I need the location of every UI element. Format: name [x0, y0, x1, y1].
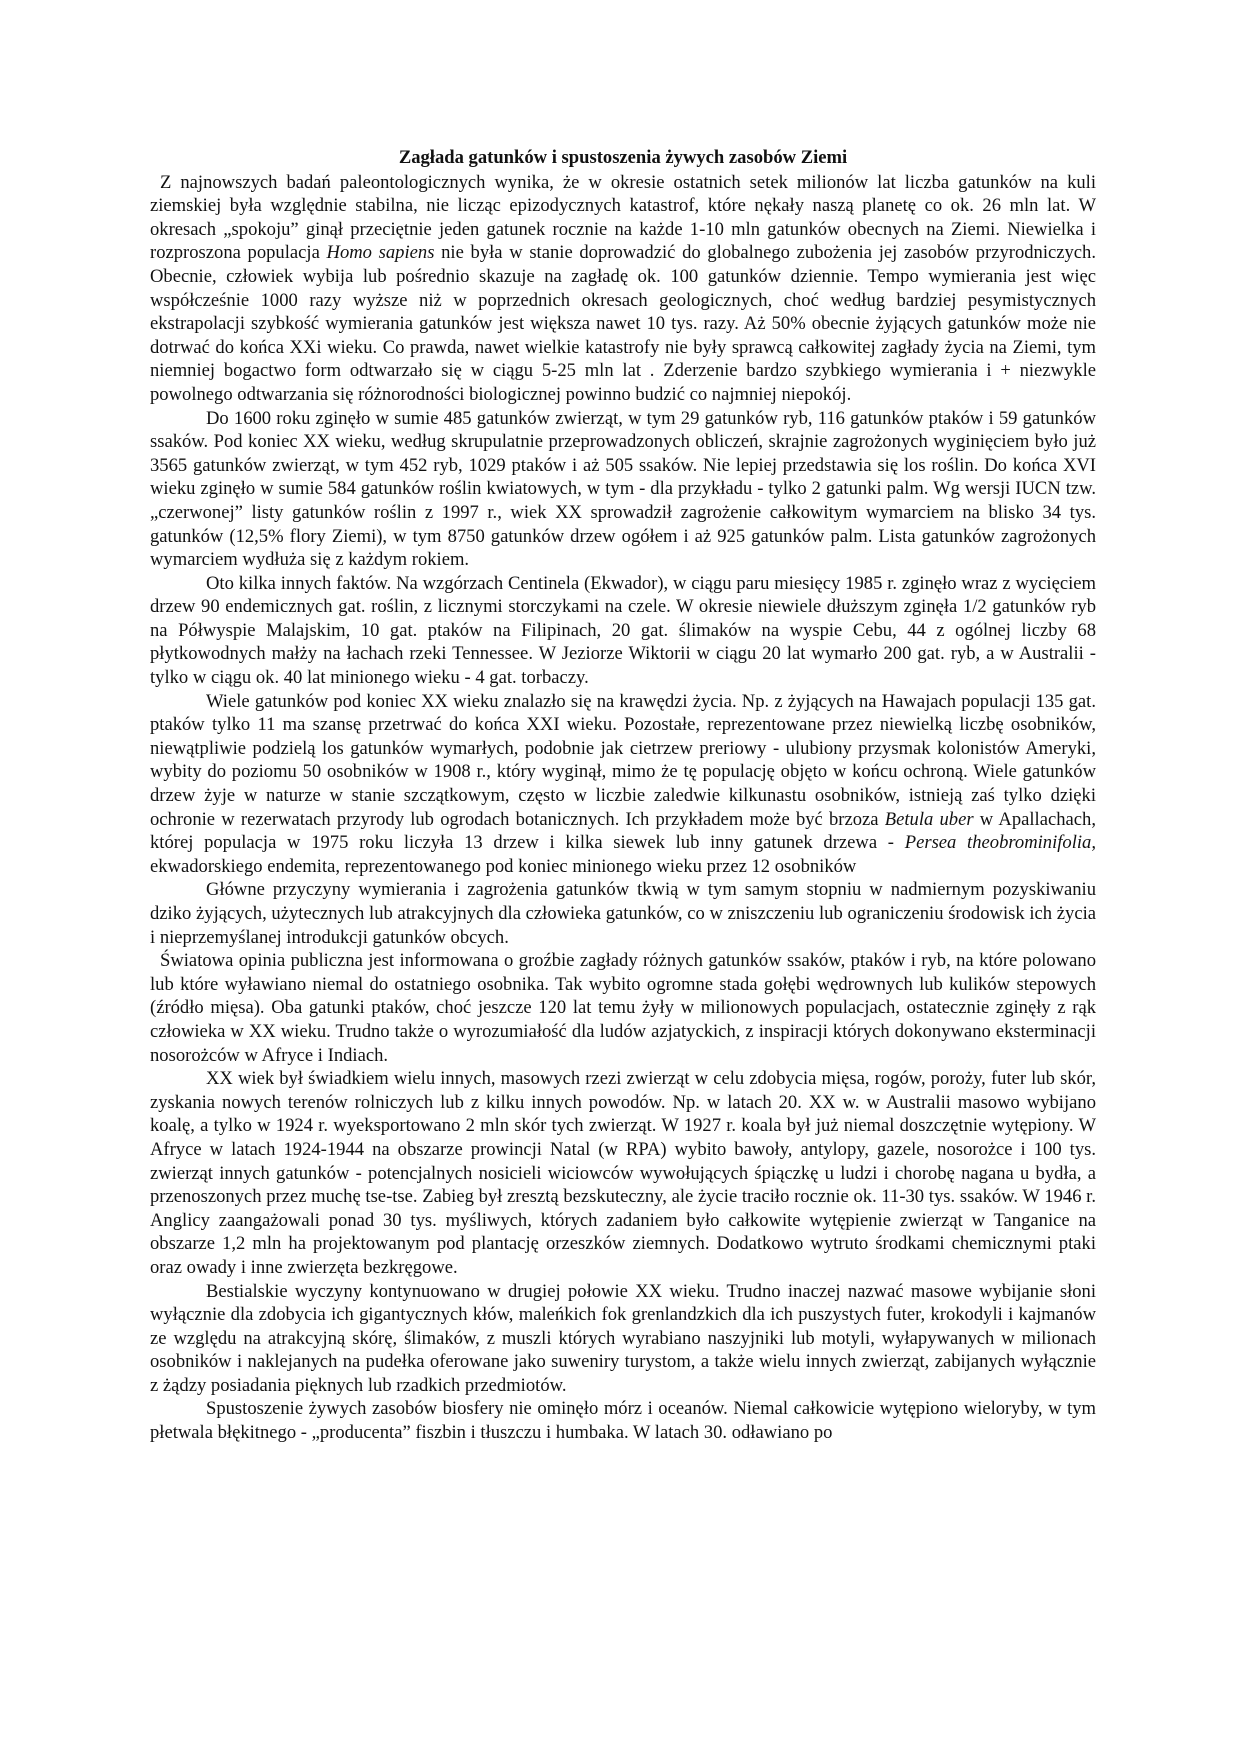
text-run: w Apallachach, której populacja w 1975 roku liczyła 13 drzew i kilka siewek lub inny gatunek drzewa - — [150, 808, 1096, 854]
document-page — [150, 146, 1096, 1445]
text-run: Bestialskie wyczyny kontynuowano w drugiej połowie XX wieku. Trudno inaczej nazwać masowe wybijanie słoni wyłącznie dla zdobycia ich gigantycznych kłów, maleńkich fok grenlandzkich dla ich puszystych futer, krokodyli i kajmanów ze względu na atrakcyjną skórę, ślimaków, z muszli których wyrabiano naszyjniki lub motyli, wyłapywanych w milionach osobników i naklejanych na pudełka oferowane jako suweniry turystom, a także wielu innych zwierząt, zabijanych wyłącznie z żądzy posiadania pięknych lub rzadkich przedmiotów. — [150, 1280, 1096, 1396]
italic-text-run: Homo sapiens — [326, 242, 435, 264]
text-run: Wiele gatunków pod koniec XX wieku znalazło się na krawędzi życia. Np. z żyjących na Hawajach populacji 135 gat. ptaków tylko 11 ma szansę przetrwać do końca XXI wieku. Pozostałe, reprezentowane przez niewielką liczbę osobników, niewątpliwie podzielą los gatunków wymarłych, podobnie jak cietrzew preriowy - ulubiony przysmak kolonistów Ameryki, wybity do poziomu 50 osobników w 1908 r., który wyginął, mimo że tę populację objęto w końcu ochroną. Wiele gatunków drzew żyje w naturze w stanie szczątkowym, często w liczbie zaledwie kilkunastu osobników, istnieją zaś tylko dzięki ochronie w rezerwatach przyrody lub ogrodach botanicznych. Ich przykładem może być brzoza — [150, 690, 1096, 830]
document-title: Zagłada gatunków i spustoszenia żywych zasobów Ziemi — [398, 147, 848, 168]
paragraph-2 — [150, 407, 1096, 572]
text-run: Z najnowszych badań paleontologicznych wynika, że w okresie ostatnich setek milionów lat liczba gatunków na kuli ziemskiej była względnie stabilna, nie licząc epizodycznych katastrof, które nękały naszą planetę co ok. 26 mln lat. W okresach „spokoju” ginął przeciętnie jeden gatunek rocznie na każde 1-10 mln gatunków obecnych na Ziemi. Niewielka i rozproszona populacja — [150, 171, 1096, 264]
paragraph-3 — [150, 572, 1096, 690]
text-run: ekwadorskiego endemita, reprezentowanego pod koniec minionego wieku przez 12 osobników — [150, 855, 857, 877]
italic-text-run: Betula uber — [884, 808, 974, 830]
paragraph-9 — [150, 1397, 1096, 1444]
paragraph-4 — [150, 690, 1096, 879]
text-run: XX wiek był świadkiem wielu innych, masowych rzezi zwierząt w celu zdobycia mięsa, rogów, poroży, futer lub skór, zyskania nowych terenów rolniczych lub z kilku innych powodów. Np. w latach 20. XX w. w Australii masowo wybijano koalę, a tylko w 1924 r. wyeksportowano 2 mln skór tych zwierząt. W 1927 r. koala był już niemal doszczętnie wytępiony. W Afryce w latach 1924-1944 na obszarze prowincji Natal (w RPA) wybito bawoły, antylopy, gazele, nosorożce i 100 tys. zwierząt innych gatunków - potencjalnych nosicieli wiciowców wywołujących śpiączkę u ludzi i chorobę nagana u bydła, a przenoszonych przez muchę tse-tse. Zabieg był zresztą bezskuteczny, ale życie traciło rocznie ok. 11-30 tys. ssaków. W 1946 r. Anglicy zaangażowali ponad 30 tys. myśliwych, których zadaniem było całkowite wytępienie zwierząt w Tanganice na obszarze 1,2 mln ha projektowanym pod plantację orzeszków ziemnych. Dodatkowo wytruto środkami chemicznymi ptaki oraz owady i inne zwierzęta bezkręgowe. — [150, 1068, 1096, 1278]
text-run: Do 1600 roku zginęło w sumie 485 gatunków zwierząt, w tym 29 gatunków ryb, 116 gatunków ptaków i 59 gatunków ssaków. Pod koniec XX wieku, według skrupulatnie przeprowadzonych obliczeń, skrajnie zagrożonych wyginięciem było już 3565 gatunków zwierząt, w tym 452 ryb, 1029 ptaków i aż 505 ssaków. Nie lepiej przedstawia się los roślin. Do końca XVI wieku zginęło w sumie 584 gatunków roślin kwiatowych, w tym - dla przykładu - tylko 2 gatunki palm. Wg wersji IUCN tzw. „czerwonej” listy gatunków roślin z 1997 r., wiek XX sprowadził zagrożenie całkowitym wymarciem na blisko 34 tys. gatunków (12,5% flory Ziemi), w tym 8750 gatunków drzew ogółem i aż 925 gatunków palm. Lista gatunków zagrożonych wymarciem wydłuża się z każdym rokiem. — [150, 407, 1096, 571]
paragraph-5 — [150, 878, 1096, 949]
text-run: Główne przyczyny wymierania i zagrożenia gatunków tkwią w tym samym stopniu w nadmiernym pozyskiwaniu dziko żyjących, użytecznych lub atrakcyjnych dla człowieka gatunków, co w zniszczeniu lub ograniczeniu środowisk ich życia i nieprzemyślanej introdukcji gatunków obcych. — [150, 879, 1096, 948]
italic-text-run: Persea theobrominifolia, — [904, 832, 1097, 854]
text-run: nie była w stanie doprowadzić do globalnego zubożenia jej zasobów przyrodniczych. Obecnie, człowiek wybija lub pośrednio skazuje na zagładę ok. 100 gatunków dziennie. Tempo wymierania jest więc współcześnie 1000 razy wyższe niż w poprzednich okresach geologicznych, choć według bardziej pesymistycznych ekstrapolacji szybkość wymierania gatunków jest większa nawet 10 tys. razy. Aż 50% obecnie żyjących gatunków może nie dotrwać do końca XXi wieku. Co prawda, nawet wielkie katastrofy nie były sprawcą całkowitej zagłady życia na Ziemi, tym niemniej bogactwo form odtwarzało się w ciągu 5-25 mln lat . Zderzenie bardzo szybkiego wymierania i + niezwykle powolnego odtwarzania się różnorodności biologicznej powinno budzić co najmniej niepokój. — [150, 242, 1097, 405]
paragraph-7 — [150, 1067, 1096, 1279]
text-run: Światowa opinia publiczna jest informowana o groźbie zagłady różnych gatunków ssaków, ptaków i ryb, na które polowano lub które wyławiano niemal do ostatniego osobnika. Tak wybito ogromne stada gołębi wędrownych lub kulików stepowych (źródło mięsa). Oba gatunki ptaków, choć jeszcze 120 lat temu żyły w milionowych populacjach, ostatecznie zginęły z rąk człowieka w XX wieku. Trudno także o wyrozumiałość dla ludów azjatyckich, z inspiracji których dokonywano eksterminacji nosorożców w Afryce i Indiach. — [150, 950, 1096, 1066]
text-run: Spustoszenie żywych zasobów biosfery nie ominęło mórz i oceanów. Niemal całkowicie wytępiono wieloryby, w tym płetwala błękitnego - „producenta” fiszbin i tłuszczu i humbaka. W latach 30. odławiano po — [150, 1398, 1096, 1444]
paragraph-1 — [150, 171, 1096, 407]
paragraph-8 — [150, 1280, 1096, 1398]
text-run: Oto kilka innych faktów. Na wzgórzach Centinela (Ekwador), w ciągu paru miesięcy 1985 r. zginęło wraz z wycięciem drzew 90 endemicznych gat. roślin, z licznymi storczykami na czele. W okresie niewiele dłuższym zginęła 1/2 gatunków ryb na Półwyspie Malajskim, 10 gat. ptaków na Filipinach, 20 gat. ślimaków na wyspie Cebu, 44 z ogólnej liczby 68 płytkowodnych małży na łachach rzeki Tennessee. W Jeziorze Wiktorii w ciągu 20 lat wymarło 200 gat. ryb, a w Australii - tylko w ciągu ok. 40 lat minionego wieku - 4 gat. torbaczy. — [150, 572, 1096, 689]
paragraph-6 — [150, 949, 1096, 1067]
